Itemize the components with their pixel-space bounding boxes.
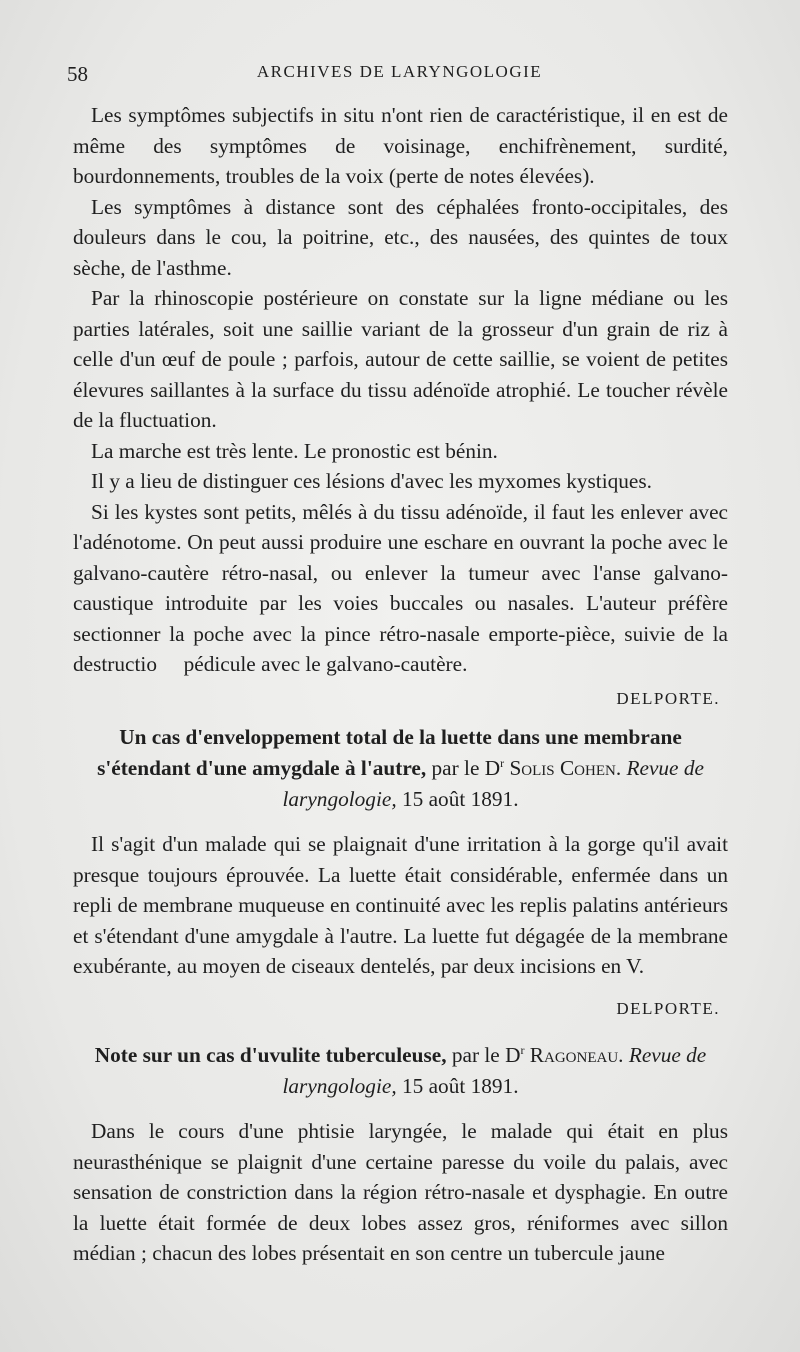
running-title: ARCHIVES DE LARYNGOLOGIE: [256, 62, 543, 81]
article-by: par le D: [451, 1043, 521, 1067]
paragraph: Par la rhinoscopie postérieure on constate sur la ligne médiane ou les parties latérales, soit une saillie variant de la grosseur d'un grain de riz à celle d'un œuf de poule ; parfois, autour de cette saillie, se voient de petites élevures saillantes à la surface du tissu adénoïde atrophié. Le toucher révèle de la fluctuation.: [73, 286, 728, 432]
paragraph: Si les kystes sont petits, mêlés à du tissu adénoïde, il faut les enlever avec l'adénotome. On peut aussi produire une eschare en ouvrant la poche avec le galvano-cautère rétro-nasal, ou enlever la tumeur avec l'anse galvano-caustique introduite par les voies buccales ou nasales. L'auteur préfère sectionner la poche avec la pince rétro-nasale emporte-pièce, suivie de la destructio pédicule avec le galvano-cautère.: [73, 499, 734, 676]
article-dr-sup: r: [500, 755, 505, 770]
article-author: Solis Cohen.: [509, 756, 622, 780]
paragraph: Les symptômes à distance sont des céphalées fronto-occipitales, des douleurs dans le cou, la poitrine, etc., des nausées, des quintes de toux sèche, de l'asthme.: [73, 194, 728, 280]
article-title-text: Note sur un cas d'uvulite tuberculeuse,: [94, 1043, 447, 1067]
body-text: [73, 100, 734, 1269]
paragraph: Les symptômes subjectifs in situ n'ont rien de caractéristique, il en est de même des symptômes de voisinage, enchifrènement, surdité, bourdonnements, troubles de la voix (perte de notes élevées).: [73, 103, 728, 188]
article-title-text: Un cas d'enveloppement total de la luette dans une membrane s'étendant d'une amygdale à l'autre,: [97, 725, 682, 780]
article-dr-sup: r: [520, 1042, 525, 1057]
signature: DELPORTE.: [616, 688, 720, 708]
page-header: [67, 62, 732, 92]
article-title: [73, 722, 728, 815]
article-by: par le D: [431, 756, 501, 780]
paragraph: Il s'agit d'un malade qui se plaignait d'une irritation à la gorge qu'il avait presque toujours éprouvée. La luette était considérable, enfermée dans un repli de membrane muqueuse en continuité avec les replis palatins antérieurs et s'étendant d'une amygdale à l'autre. La luette fut dégagée de la membrane exubérante, au moyen de ciseaux dentelés, par deux incisions en V.: [73, 832, 728, 978]
article-journal: Revue de laryngologie,: [282, 756, 704, 811]
signature: DELPORTE.: [616, 998, 720, 1018]
paragraph: La marche est très lente. Le pronostic est bénin.: [91, 438, 498, 463]
article-author: Ragoneau.: [529, 1043, 624, 1067]
paragraph: Il y a lieu de distinguer ces lésions d'avec les myxomes kystiques.: [91, 469, 652, 493]
article-journal: Revue de laryngologie,: [282, 1043, 707, 1098]
article-date: 15 août 1891.: [401, 1074, 519, 1098]
article-title: [73, 1040, 728, 1102]
paragraph: Dans le cours d'une phtisie laryngée, le malade qui était en plus neurasthénique se plaignit d'une certaine paresse du voile du palais, avec sensation de constriction dans la région rétro-nasale et dysphagie. En outre la luette était formée de deux lobes assez gros, réniformes avec sillon médian ; chacun des lobes présentait en son centre un tubercule jaune: [73, 1119, 728, 1265]
page-number: 58: [67, 62, 88, 86]
article-date: 15 août 1891.: [401, 787, 519, 811]
